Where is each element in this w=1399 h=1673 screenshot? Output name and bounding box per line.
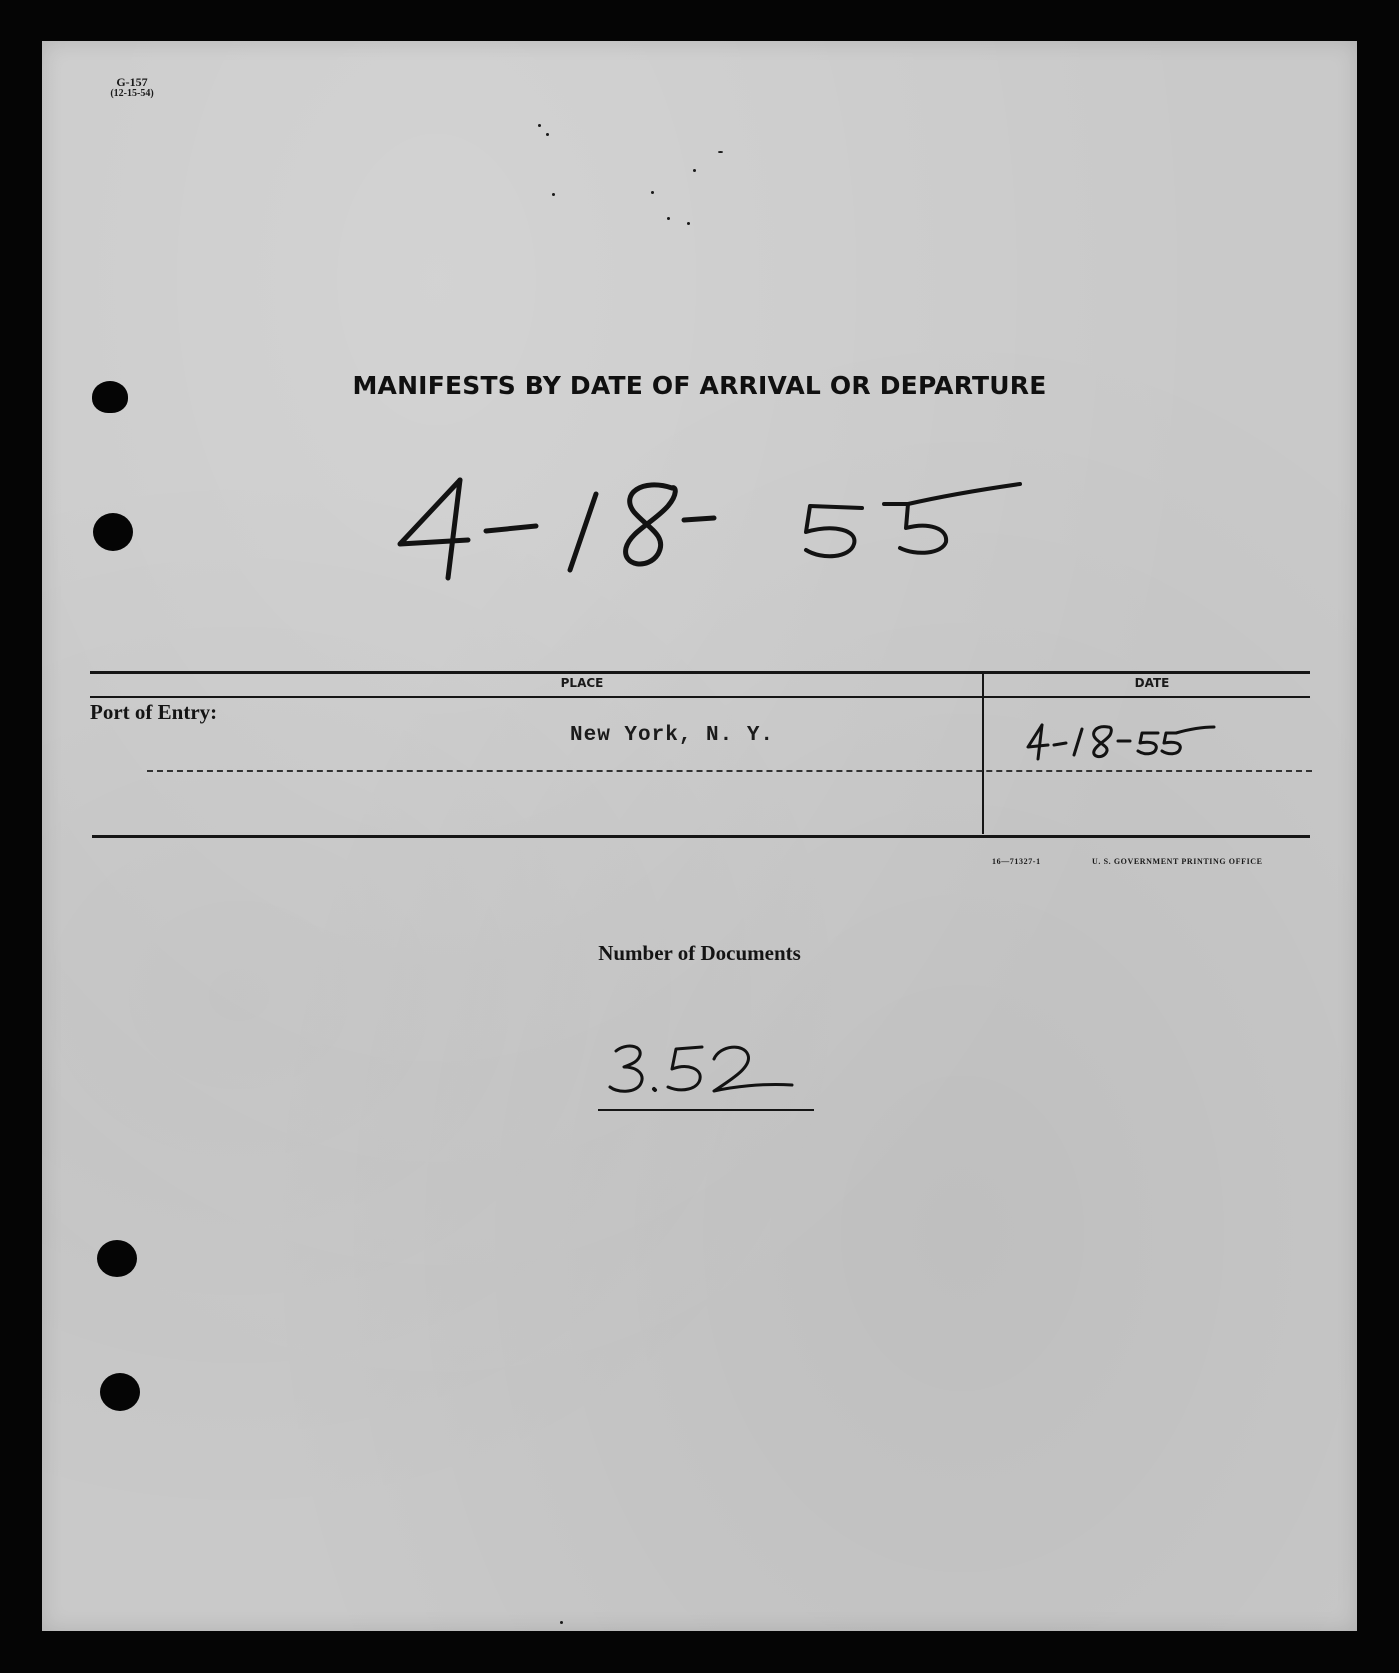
speck <box>687 222 690 225</box>
speck <box>552 193 555 196</box>
table-header-rule <box>90 696 1310 698</box>
table-column-divider <box>982 672 984 834</box>
form-code <box>92 77 172 99</box>
speck <box>651 191 654 194</box>
date-column-header: DATE <box>1134 676 1170 690</box>
punch-hole <box>100 1373 140 1411</box>
table-top-rule <box>90 671 1310 674</box>
table-bottom-rule <box>92 835 1310 838</box>
speck <box>546 133 549 136</box>
page-title: MANIFESTS BY DATE OF ARRIVAL OR DEPARTURE <box>352 371 1047 400</box>
form-revision: (12-15-54) <box>110 88 154 99</box>
speck <box>560 1621 563 1624</box>
manifest-cover-sheet <box>42 41 1357 1631</box>
speck <box>718 151 723 153</box>
place-column-header: PLACE <box>560 676 604 690</box>
speck <box>667 217 670 220</box>
handwritten-date-large <box>372 466 1092 606</box>
handwritten-date-table <box>1022 721 1242 771</box>
printer-imprint-office: U. S. GOVERNMENT PRINTING OFFICE <box>1092 857 1263 866</box>
form-number: G-157 <box>116 75 148 89</box>
punch-hole <box>97 1240 137 1277</box>
punch-hole <box>93 513 133 551</box>
port-of-entry-place: New York, N. Y. <box>570 724 775 747</box>
port-of-entry-label: Port of Entry: <box>90 700 218 724</box>
document-count-underline <box>598 1109 814 1111</box>
speck <box>693 169 696 172</box>
speck <box>538 124 541 127</box>
printer-imprint-code: 16—71327-1 <box>992 857 1041 866</box>
number-of-documents-label: Number of Documents <box>598 941 801 965</box>
